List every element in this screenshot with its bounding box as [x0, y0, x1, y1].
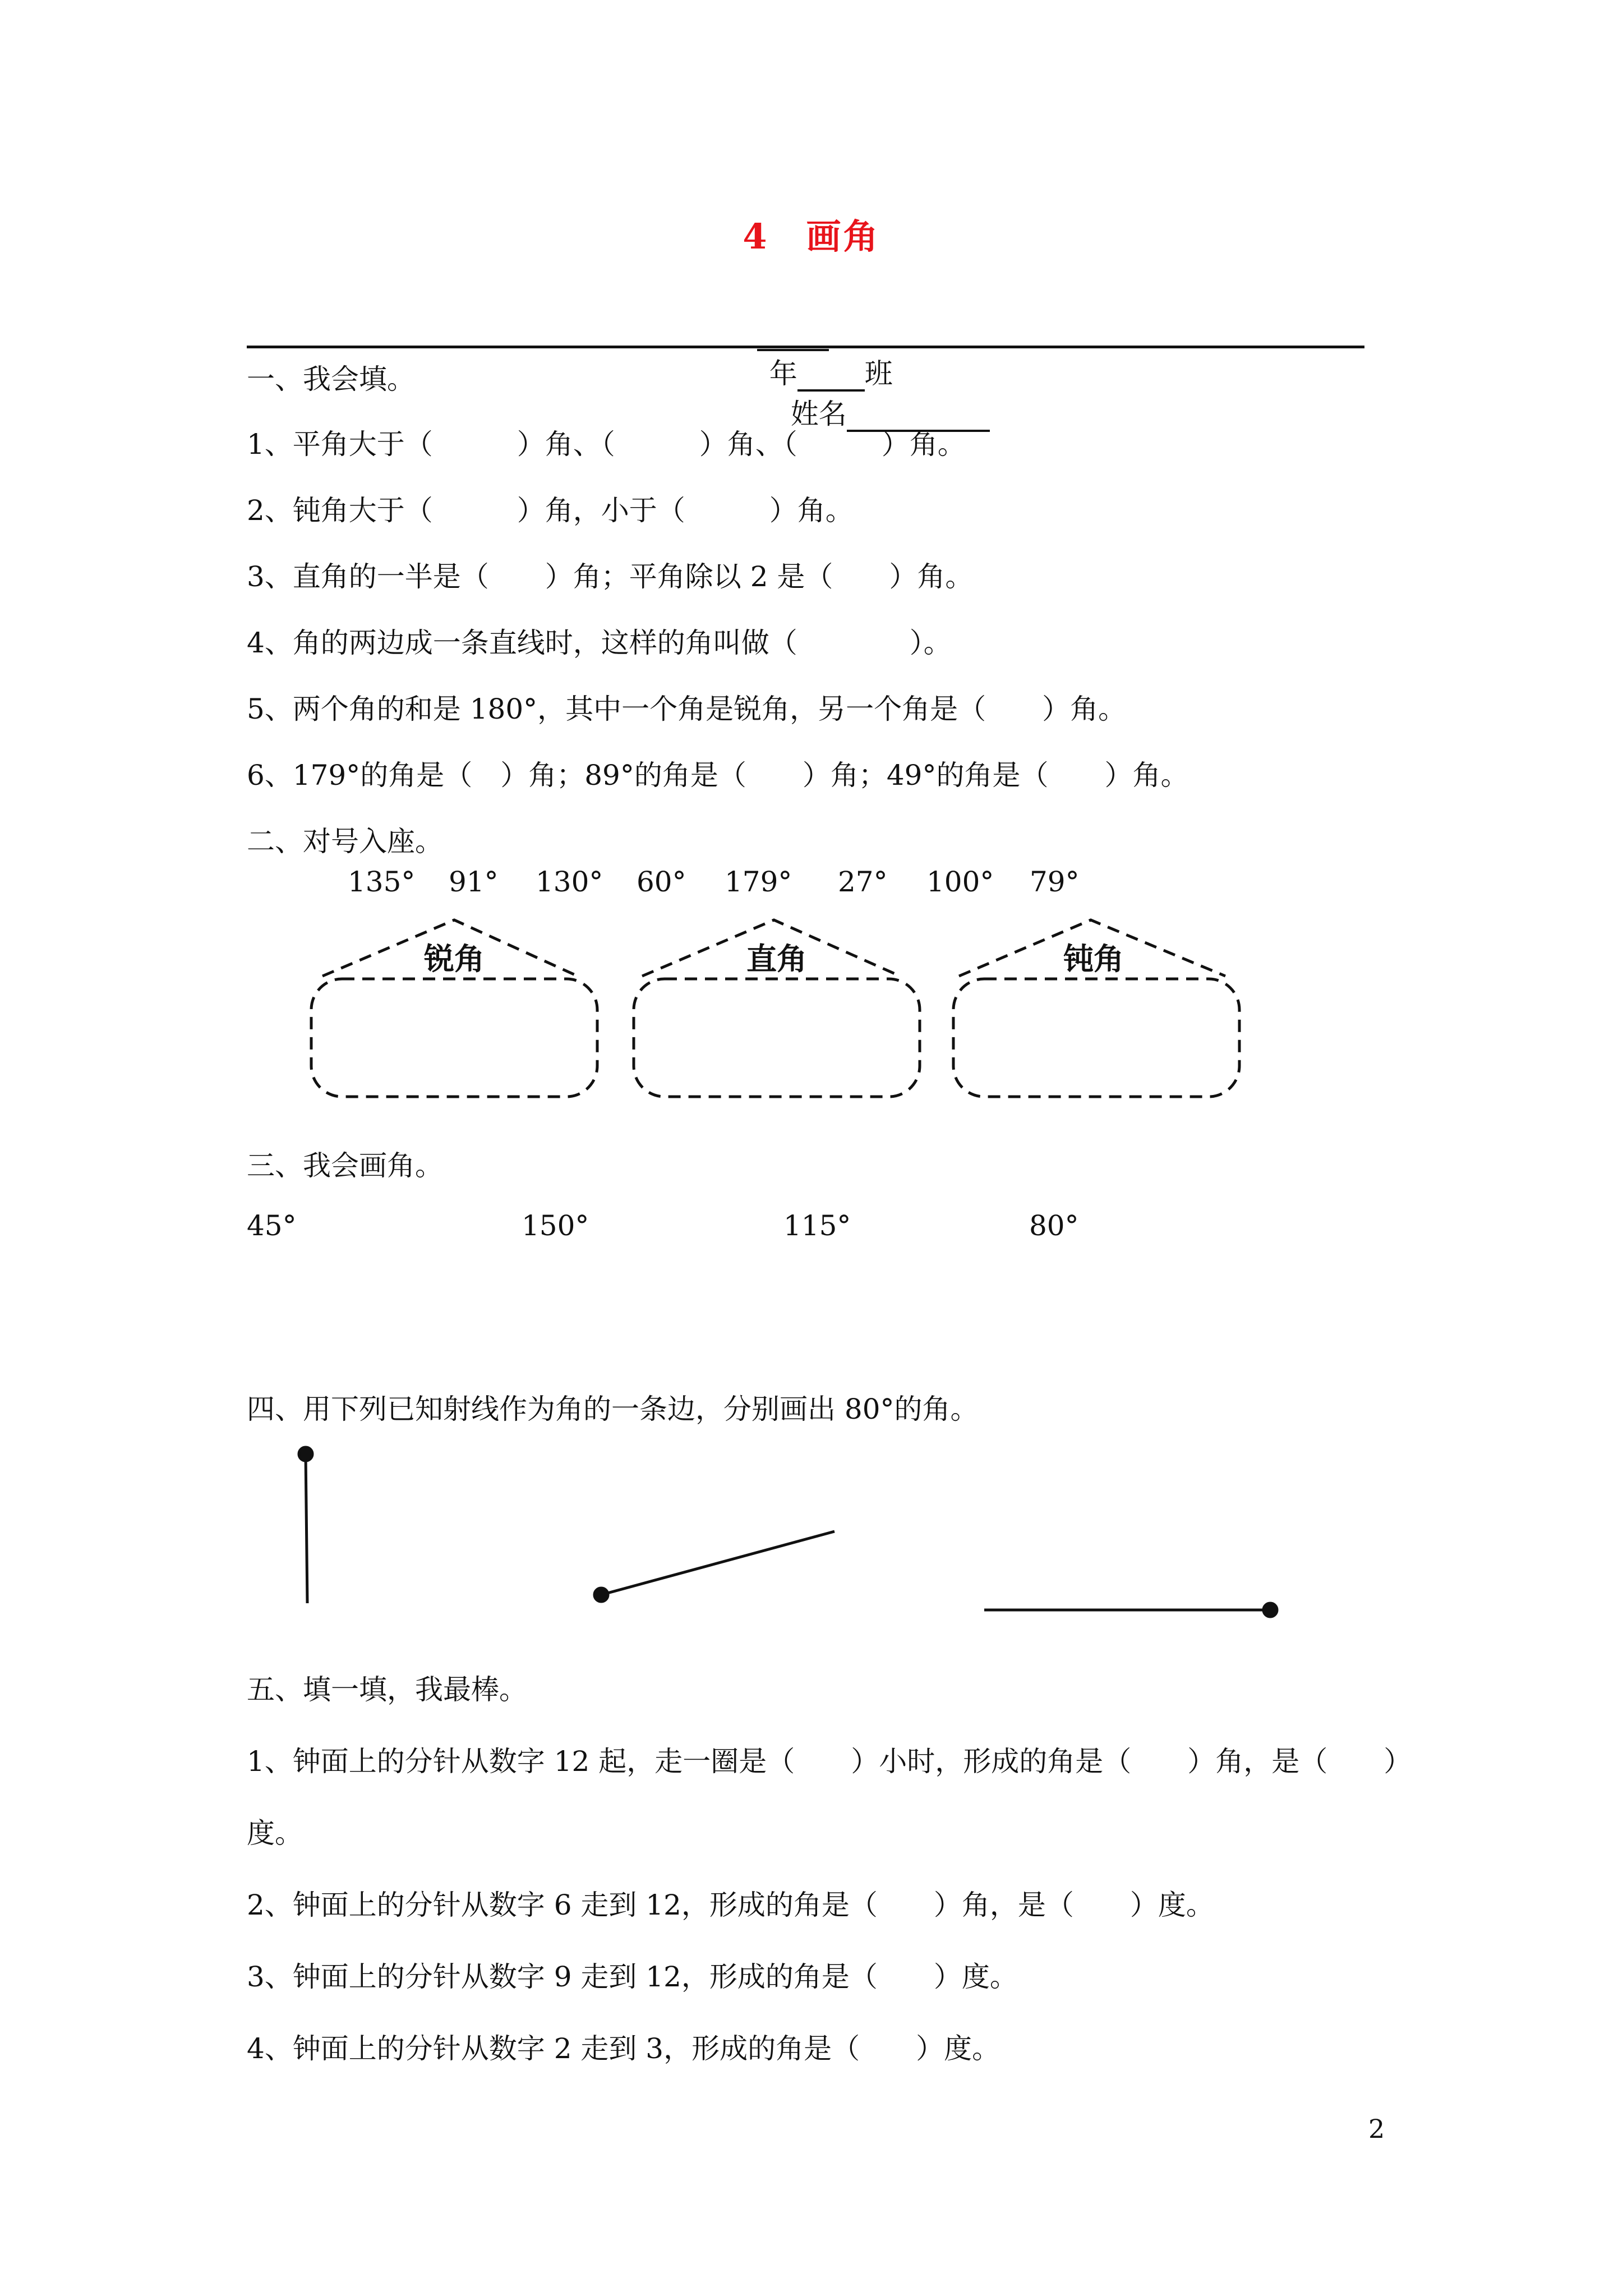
sort-box-acute[interactable] [311, 979, 597, 1097]
ray-endpoint [594, 1588, 608, 1602]
angle-value: 91° [449, 866, 499, 898]
section1-item-5: 5、两个角的和是 180°，其中一个角是锐角，另一个角是（ ）角。 [247, 693, 1127, 725]
section1-item-3: 3、直角的一半是（ ）角；平角除以 2 是（ ）角。 [247, 560, 974, 593]
section3-heading: 三、我会画角。 [247, 1149, 443, 1182]
section2-heading: 二、对号入座。 [247, 825, 443, 858]
angle-value: 130° [536, 866, 603, 898]
page-number: 2 [1368, 2114, 1385, 2144]
angle-value: 100° [926, 866, 994, 898]
section5-item-1-cont: 度。 [247, 1817, 303, 1849]
box-label-acute: 锐角 [424, 941, 485, 977]
angle-value: 179° [725, 866, 792, 898]
section5-item-1: 1、钟面上的分针从数字 12 起，走一圈是（ ）小时，形成的角是（ ）角，是（ ） [247, 1745, 1412, 1778]
box-label-obtuse: 钝角 [1063, 941, 1124, 977]
sort-box-obtuse[interactable] [953, 979, 1239, 1097]
ray-vertical[interactable] [306, 1454, 307, 1603]
section5-item-2: 2、钟面上的分针从数字 6 走到 12，形成的角是（ ）角，是（ ）度。 [247, 1889, 1214, 1921]
draw-angle-value: 45° [247, 1209, 297, 1242]
angle-value: 135° [348, 866, 416, 898]
sort-box-right[interactable] [634, 979, 920, 1097]
section5-item-3: 3、钟面上的分针从数字 9 走到 12，形成的角是（ ）度。 [247, 1961, 1018, 1993]
draw-angle-value: 150° [522, 1209, 589, 1242]
section1-item-1: 1、平角大于（ ）角、（ ）角、（ ）角。 [247, 428, 966, 461]
ray-endpoint [1264, 1603, 1277, 1617]
class-label: 班 [864, 357, 893, 390]
section1-item-6: 6、179°的角是（ ）角；89°的角是（ ）角；49°的角是（ ）角。 [247, 759, 1189, 792]
section4-heading: 四、用下列已知射线作为角的一条边，分别画出 80°的角。 [247, 1393, 979, 1425]
ray-endpoint [299, 1447, 312, 1461]
ray-slanted[interactable] [601, 1531, 834, 1595]
name-label: 姓名 [790, 398, 847, 430]
section1-item-4: 4、角的两边成一条直线时，这样的角叫做（ ）。 [247, 627, 952, 659]
section1-item-2: 2、钝角大于（ ）角，小于（ ）角。 [247, 494, 854, 527]
section5-heading: 五、填一填，我最棒。 [247, 1673, 527, 1706]
page-title: 4 画角 [743, 216, 880, 257]
angle-value: 79° [1030, 866, 1080, 898]
draw-angle-value: 80° [1029, 1209, 1079, 1242]
box-label-right: 直角 [746, 941, 807, 977]
draw-angle-value: 115° [783, 1209, 851, 1242]
section1-heading: 一、我会填。 [247, 363, 415, 395]
angle-value: 27° [838, 866, 888, 898]
grade-label: 年 [769, 357, 797, 390]
angle-value: 60° [637, 866, 686, 898]
section5-item-4: 4、钟面上的分针从数字 2 走到 3，形成的角是（ ）度。 [247, 2032, 1000, 2065]
